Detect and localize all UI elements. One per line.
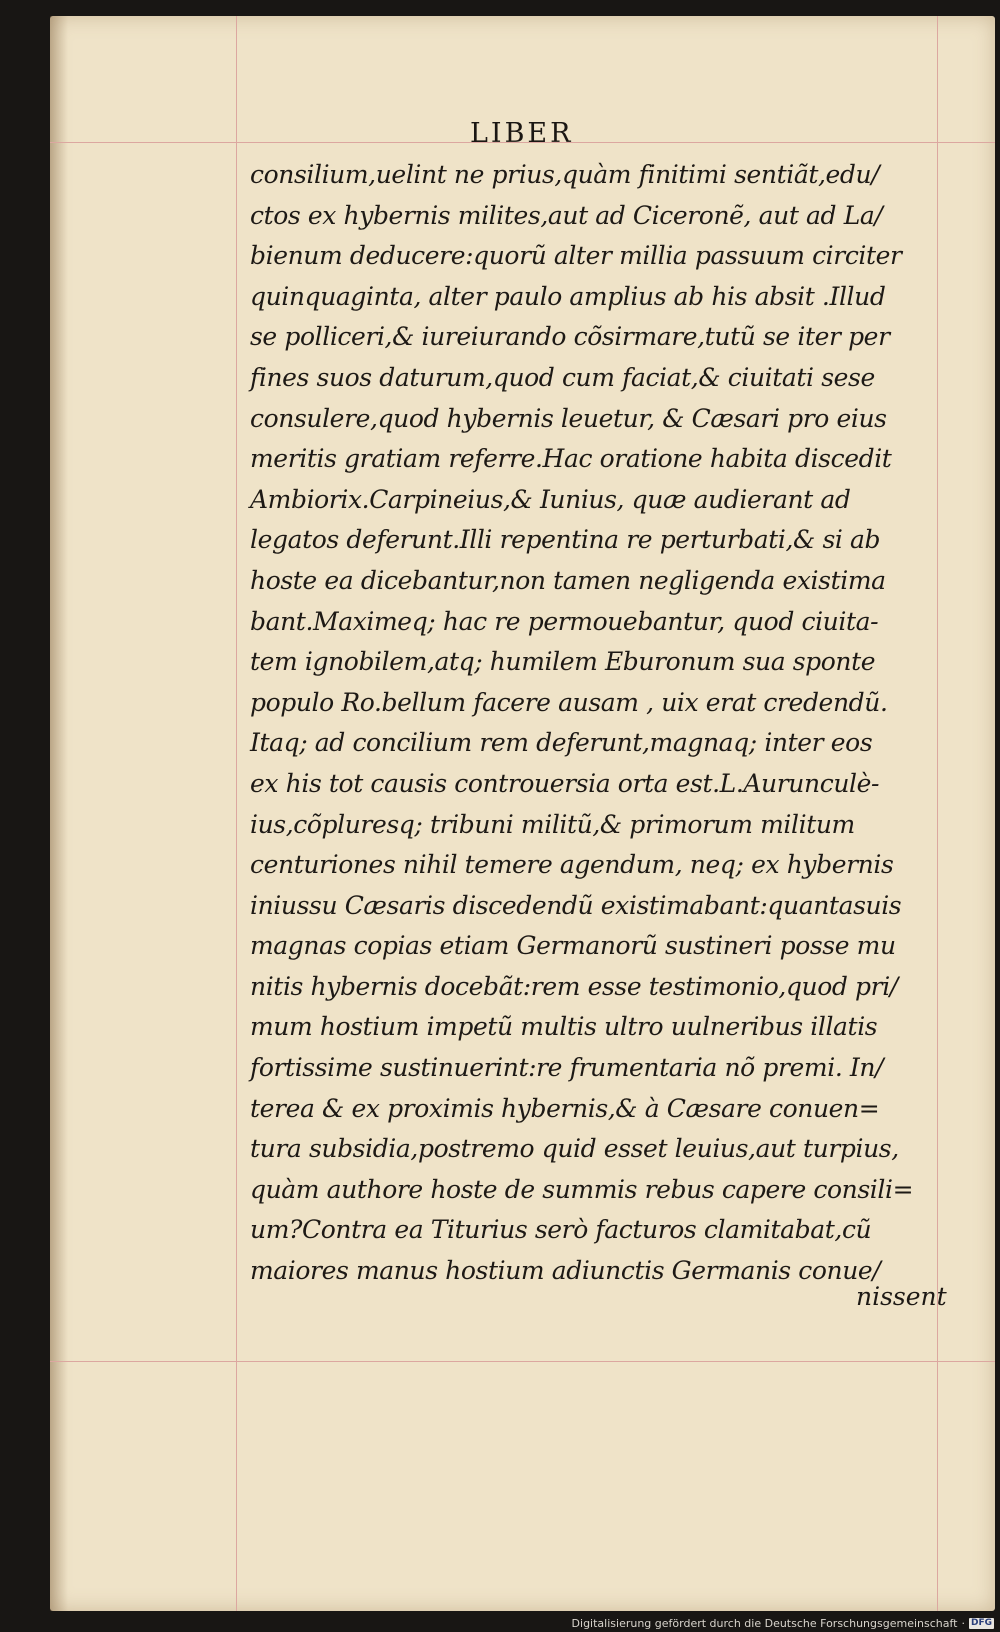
text-line: consulere,quod hybernis leuetur, & Cæsari pro eius bbox=[250, 403, 887, 433]
ruling-line-right bbox=[937, 16, 938, 1611]
running-head: LIBER bbox=[470, 118, 574, 149]
text-line: ctos ex hybernis milites,aut ad Ciceronẽ, aut ad La/ bbox=[250, 200, 883, 230]
catchword: nissent bbox=[856, 1282, 947, 1311]
text-block bbox=[250, 155, 930, 1292]
text-line: um?Contra ea Titurius serò facturos clamitabat,cũ bbox=[250, 1215, 872, 1245]
text-line: quinquaginta, alter paulo amplius ab his absit .Illud bbox=[250, 281, 886, 311]
text-line: ex his tot causis controuersia orta est.L.Aurunculè- bbox=[250, 768, 880, 798]
text-line: ius,cõpluresq; tribuni militũ,& primorum militum bbox=[250, 809, 855, 839]
text-line: se polliceri,& iureiurando cõsirmare,tutũ se iter per bbox=[250, 322, 890, 352]
text-line: centuriones nihil temere agendum, neq; ex hybernis bbox=[250, 850, 894, 880]
text-line: mum hostium impetũ multis ultro uulneribus illatis bbox=[250, 1012, 878, 1042]
dfg-logo: DFG bbox=[970, 1617, 992, 1628]
text-line: Ambiorix.Carpineius,& Iunius, quæ audierant ad bbox=[250, 484, 851, 514]
text-line: bant.Maximeq; hac re permouebantur, quod ciuita- bbox=[250, 606, 879, 636]
text-line: bienum deducere:quorũ alter millia passuum circiter bbox=[250, 241, 902, 271]
text-line: terea & ex proximis hybernis,& à Cæsare conuen= bbox=[250, 1093, 880, 1123]
text-line: quàm authore hoste de summis rebus capere consili= bbox=[250, 1174, 914, 1204]
text-line: iniussu Cæsaris discedendũ existimabant:quantasuis bbox=[250, 890, 902, 920]
text-line: Itaq; ad concilium rem deferunt,magnaq; inter eos bbox=[250, 728, 873, 758]
digitization-credit bbox=[572, 1616, 994, 1630]
page-gutter-shadow bbox=[50, 16, 68, 1611]
text-line: populo Ro.bellum facere ausam , uix erat credendũ. bbox=[250, 687, 888, 717]
credit-separator: · bbox=[961, 1616, 965, 1630]
text-line: fines suos daturum,quod cum faciat,& ciuitati sese bbox=[250, 362, 875, 392]
text-line: meritis gratiam referre.Hac oratione habita discedit bbox=[250, 444, 892, 474]
credit-text: Digitalisierung gefördert durch die Deutsche Forschungsgemeinschaft bbox=[571, 1616, 958, 1630]
text-line: tem ignobilem,atq; humilem Eburonum sua sponte bbox=[250, 647, 876, 677]
ruling-line-bottom bbox=[50, 1361, 995, 1362]
text-line: tura subsidia,postremo quid esset leuius,aut turpius, bbox=[250, 1134, 899, 1164]
text-line: consilium,uelint ne prius,quàm finitimi sentiãt,edu/ bbox=[250, 160, 880, 189]
text-line: legatos deferunt.Illi repentina re perturbati,& si ab bbox=[250, 525, 881, 555]
text-line: maiores manus hostium adiunctis Germanis conue/ bbox=[250, 1256, 881, 1286]
text-line: magnas copias etiam Germanorũ sustineri posse mu bbox=[250, 931, 896, 961]
text-line: hoste ea dicebantur,non tamen negligenda existima bbox=[250, 565, 886, 595]
text-line: fortissime sustinuerint:re frumentaria nõ premi. In/ bbox=[250, 1053, 884, 1083]
ruling-line-left bbox=[236, 16, 237, 1611]
text-line: nitis hybernis docebãt:rem esse testimonio,quod pri/ bbox=[250, 971, 898, 1001]
